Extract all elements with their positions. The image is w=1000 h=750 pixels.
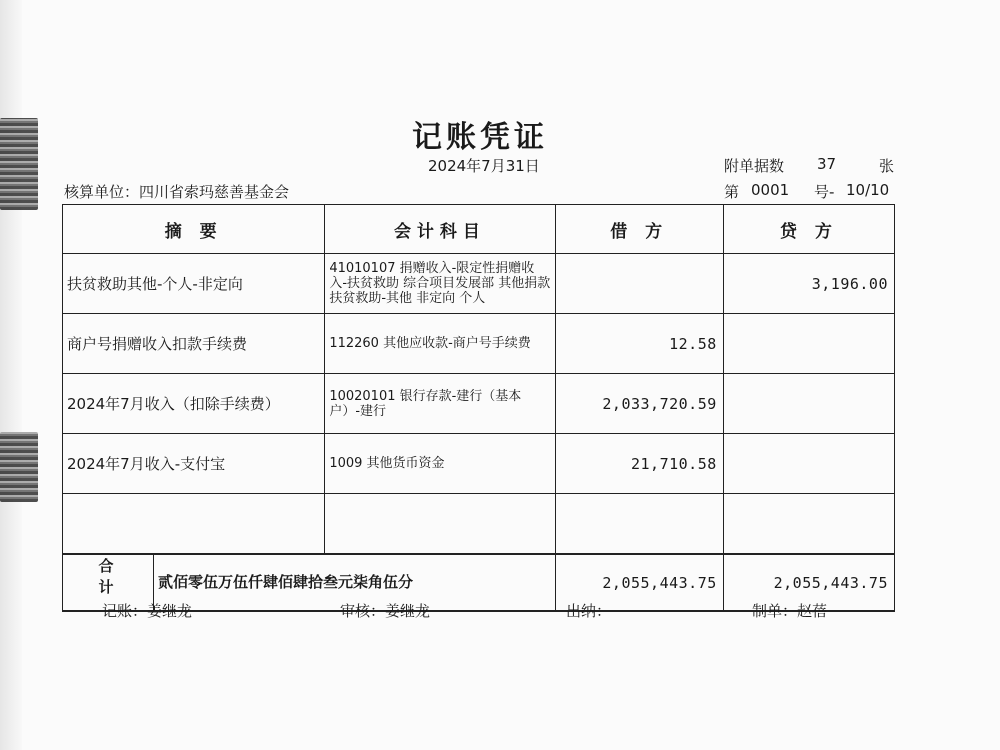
header-account: 会计科目 bbox=[325, 205, 555, 254]
reviewer-signature: 审核：姜继龙 bbox=[340, 602, 431, 620]
header-debit: 借 方 bbox=[555, 205, 723, 254]
accounting-unit bbox=[64, 181, 289, 202]
row-summary: 商户号捐赠收入扣款手续费 bbox=[63, 314, 325, 374]
row-account bbox=[325, 494, 555, 555]
row-credit bbox=[723, 374, 894, 434]
scan-smudge bbox=[0, 432, 38, 502]
row-credit bbox=[723, 314, 894, 374]
header-credit: 贷 方 bbox=[723, 205, 894, 254]
table-row-empty bbox=[63, 494, 895, 555]
row-summary: 扶贫救助其他-个人-非定向 bbox=[63, 254, 325, 314]
row-credit bbox=[723, 494, 894, 555]
row-credit: 3,196.00 bbox=[723, 254, 894, 314]
preparer-signature: 制单：赵蓓 bbox=[752, 602, 828, 620]
table-header-row bbox=[63, 205, 895, 254]
cashier-signature: 出纳： bbox=[566, 602, 612, 620]
attachment-count bbox=[724, 155, 895, 176]
attachment-number: 37 bbox=[817, 155, 837, 173]
row-debit: 21,710.58 bbox=[555, 434, 723, 494]
table-row bbox=[63, 434, 895, 494]
voucher-number-prefix: 第 bbox=[724, 183, 740, 201]
table-row bbox=[63, 374, 895, 434]
table-row bbox=[63, 254, 895, 314]
row-account: 41010107 捐赠收入-限定性捐赠收入-扶贫救助 综合项目发展部 其他捐款 扶贫救助-其他 非定向 个人 bbox=[325, 254, 555, 314]
row-account: 1009 其他货币资金 bbox=[325, 434, 555, 494]
unit-name: 四川省索玛慈善基金会 bbox=[139, 183, 290, 201]
voucher-title: 记账凭证 bbox=[412, 120, 548, 155]
attachment-label: 附单据数 bbox=[724, 157, 785, 175]
voucher-date: 2024年7月31日 bbox=[428, 157, 540, 175]
row-summary bbox=[63, 494, 325, 555]
voucher-number-suffix: 号- bbox=[814, 183, 835, 201]
row-debit bbox=[555, 494, 723, 555]
total-in-words: 贰佰零伍万伍仟肆佰肆拾叁元柒角伍分 bbox=[153, 555, 555, 610]
total-debit: 2,055,443.75 bbox=[555, 554, 723, 611]
total-label: 合 计 bbox=[98, 557, 132, 596]
voucher-number-value: 0001 bbox=[751, 181, 790, 199]
table-row bbox=[63, 314, 895, 374]
row-debit: 12.58 bbox=[555, 314, 723, 374]
row-debit bbox=[555, 254, 723, 314]
total-credit: 2,055,443.75 bbox=[723, 554, 894, 611]
row-debit: 2,033,720.59 bbox=[555, 374, 723, 434]
attachment-unit: 张 bbox=[879, 157, 895, 175]
unit-label: 核算单位： bbox=[64, 183, 140, 201]
header-summary: 摘 要 bbox=[63, 205, 325, 254]
bookkeeper-signature: 记账：姜继龙 bbox=[102, 602, 193, 620]
row-account: 10020101 银行存款-建行（基本户）-建行 bbox=[325, 374, 555, 434]
row-credit bbox=[723, 434, 894, 494]
row-account: 112260 其他应收款-商户号手续费 bbox=[325, 314, 555, 374]
row-summary: 2024年7月收入-支付宝 bbox=[63, 434, 325, 494]
row-summary: 2024年7月收入（扣除手续费） bbox=[63, 374, 325, 434]
ledger-table bbox=[62, 204, 895, 612]
voucher-page-count: 10/10 bbox=[846, 181, 890, 199]
